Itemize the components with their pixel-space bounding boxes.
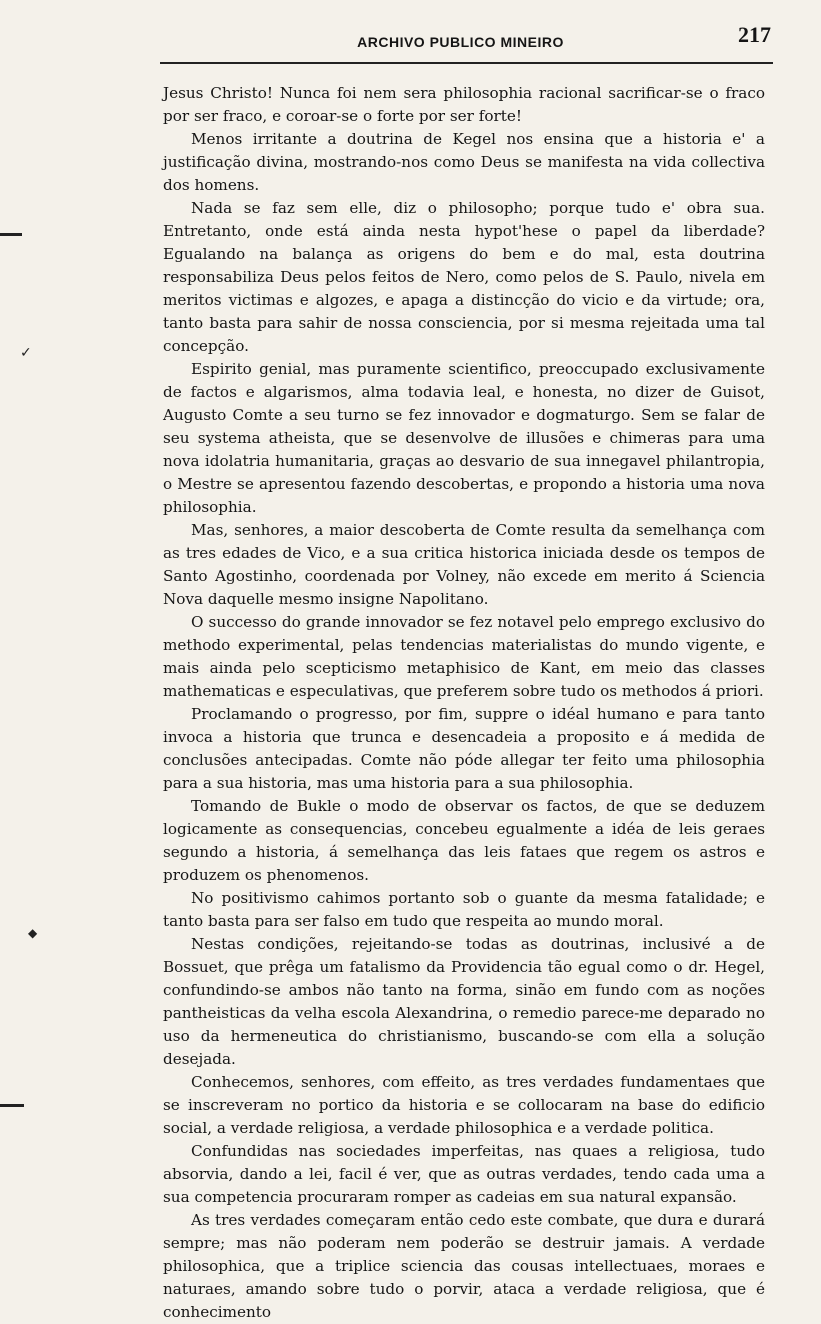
- paragraph: Nestas condições, rejeitando-se todas as doutrinas, inclusivé a de Bossuet, que prêga um fatalismo da Providencia tão egual como o dr. Hegel, confundindo-se ambos não tanto na forma, sinão em fundo com as noções pantheisticas da velha escola Alexandrina, o remedio parece-me deparado no uso da hermeneutica do christianismo, buscando-se com ella a solução desejada.: [163, 935, 765, 1068]
- paragraph: Tomando de Bukle o modo de observar os factos, de que se deduzem logicamente as consequencias, concebeu egualmente a idéa de leis geraes segundo a historia, á semelhança das leis fataes que regem os astros e produzem os phenomenos.: [163, 797, 765, 884]
- margin-dot-mark: ◆: [28, 926, 38, 940]
- running-title: ARCHIVO PUBLICO MINEIRO: [357, 34, 564, 50]
- page-number: 217: [738, 22, 771, 47]
- paragraph: Conhecemos, senhores, com effeito, as tres verdades fundamentaes que se inscreveram no portico da historia e se collocaram na base do edificio social, a verdade religiosa, a verdade philosophica e a verdade politica.: [163, 1073, 765, 1137]
- paragraph: As tres verdades começaram então cedo este combate, que dura e durará sempre; mas não poderam nem poderão se destruir jamais. A verdade philosophica, que a triplice sciencia das cousas intellectuaes, moraes e naturaes, amando sobre tudo o porvir, ataca a verdade religiosa, que é conhecimento: [163, 1211, 765, 1321]
- paragraph: Proclamando o progresso, por fim, suppre o idéal humano e para tanto invoca a historia que trunca e desencadeia a proposito e á medida de conclusões antecipadas. Comte não póde allegar ter feito uma philosophia para a sua historia, mas uma historia para a sua philosophia.: [163, 705, 765, 792]
- page-header: [160, 22, 771, 62]
- paragraph: Menos irritante a doutrina de Kegel nos ensina que a historia e' a justificação divina, mostrando-nos como Deus se manifesta na vida collectiva dos homens.: [163, 130, 765, 194]
- body-text: [163, 82, 765, 1324]
- paragraph: Confundidas nas sociedades imperfeitas, nas quaes a religiosa, tudo absorvia, dando a lei, facil é ver, que as outras verdades, tendo cada uma a sua competencia procuraram romper as cadeias em sua natural expansão.: [163, 1142, 765, 1206]
- paragraph: Espirito genial, mas puramente scientifico, preoccupado exclusivamente de factos e algarismos, alma todavia leal, e honesta, no dizer de Guisot, Augusto Comte a seu turno se fez innovador e dogmaturgo. Sem se falar de seu systema atheista, que se desenvolve de illusões e chimeras para uma nova idolatria humanitaria, graças ao desvario de sua innegavel philantropia, o Mestre se apresentou fazendo descobertas, e propondo a historia uma nova philosophia.: [163, 360, 765, 516]
- paragraph: Jesus Christo! Nunca foi nem sera philosophia racional sacrificar-se o fraco por ser fraco, e coroar-se o forte por ser forte!: [163, 84, 765, 125]
- paragraph: No positivismo cahimos portanto sob o guante da mesma fatalidade; e tanto basta para ser falso em tudo que respeita ao mundo moral.: [163, 889, 765, 930]
- margin-tick-mark: ✓: [20, 345, 32, 361]
- margin-dash-mark: [0, 1104, 24, 1107]
- header-rule: [160, 62, 773, 64]
- margin-dash-mark: [0, 233, 22, 236]
- paragraph: O successo do grande innovador se fez notavel pelo emprego exclusivo do methodo experimental, pelas tendencias materialistas do mundo vigente, e mais ainda pelo scepticismo metaphisico de Kant, em meio das classes mathematicas e especulativas, que preferem sobre tudo os methodos á priori.: [163, 613, 765, 700]
- paragraph: Nada se faz sem elle, diz o philosopho; porque tudo e' obra sua. Entretanto, onde está ainda nesta hypot'hese o papel da liberdade? Egualando na balança as origens do bem e do mal, esta doutrina responsabiliza Deus pelos feitos de Nero, como pelos de S. Paulo, nivela em meritos victimas e algozes, e apaga a distincção do vicio e da virtude; ora, tanto basta para sahir de nossa consciencia, por si mesma rejeitada uma tal concepção.: [163, 199, 765, 355]
- paragraph: Mas, senhores, a maior descoberta de Comte resulta da semelhança com as tres edades de Vico, e a sua critica historica iniciada desde os tempos de Santo Agostinho, coordenada por Volney, não excede em merito á Sciencia Nova daquelle mesmo insigne Napolitano.: [163, 521, 765, 608]
